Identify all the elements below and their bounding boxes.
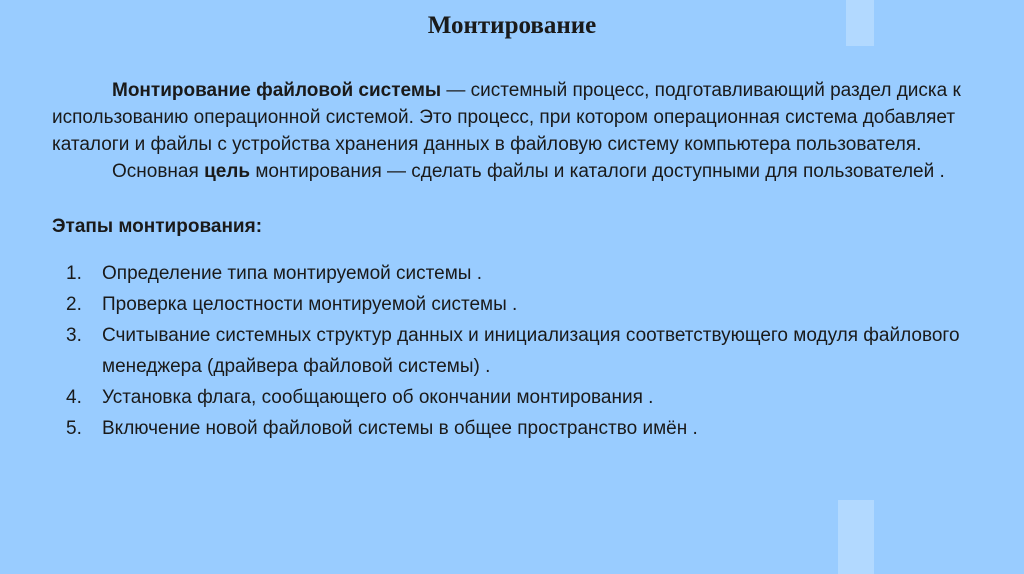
slide-title: Монтирование bbox=[427, 12, 597, 39]
list-item bbox=[52, 382, 982, 413]
list-item-number: 4. bbox=[66, 387, 82, 408]
list-item-text: Включение новой файловой системы в общее пространство имён . bbox=[102, 418, 698, 439]
goal-text-before: Основная bbox=[112, 161, 205, 182]
list-item-number: 3. bbox=[66, 325, 82, 346]
list-item bbox=[52, 258, 982, 289]
goal-paragraph bbox=[52, 158, 982, 185]
list-item bbox=[52, 320, 982, 382]
list-item bbox=[52, 289, 982, 320]
definition-term: Монтирование файловой системы bbox=[112, 80, 442, 101]
list-item-text: Установка флага, сообщающего об окончании монтирования . bbox=[102, 387, 654, 408]
list-item-text: Определение типа монтируемой системы . bbox=[102, 263, 482, 284]
list-item bbox=[52, 413, 982, 444]
stages-heading: Этапы монтирования: bbox=[52, 216, 263, 237]
list-item-number: 2. bbox=[66, 294, 82, 315]
list-item-number: 1. bbox=[66, 263, 82, 284]
decorative-panel-bottom bbox=[838, 500, 874, 574]
list-item-number: 5. bbox=[66, 418, 82, 439]
slide-content bbox=[52, 77, 982, 444]
list-item-text: Проверка целостности монтируемой системы . bbox=[102, 294, 518, 315]
goal-text-after: монтирования — сделать файлы и каталоги доступными для пользователей . bbox=[250, 161, 945, 182]
definition-text: — системный процесс, подготавливающий раздел диска к использованию операционной системой. Это процесс, при котором операционная система добавляет каталоги и файлы с устройства хранения данных в файловую систему компьютера пользователя. bbox=[52, 80, 961, 155]
goal-term: цель bbox=[204, 161, 251, 182]
definition-paragraph bbox=[52, 77, 982, 158]
stages-list bbox=[52, 258, 982, 444]
list-item-text: Считывание системных структур данных и инициализация соответствующего модуля файлового менеджера (драйвера файловой системы) . bbox=[102, 325, 960, 377]
